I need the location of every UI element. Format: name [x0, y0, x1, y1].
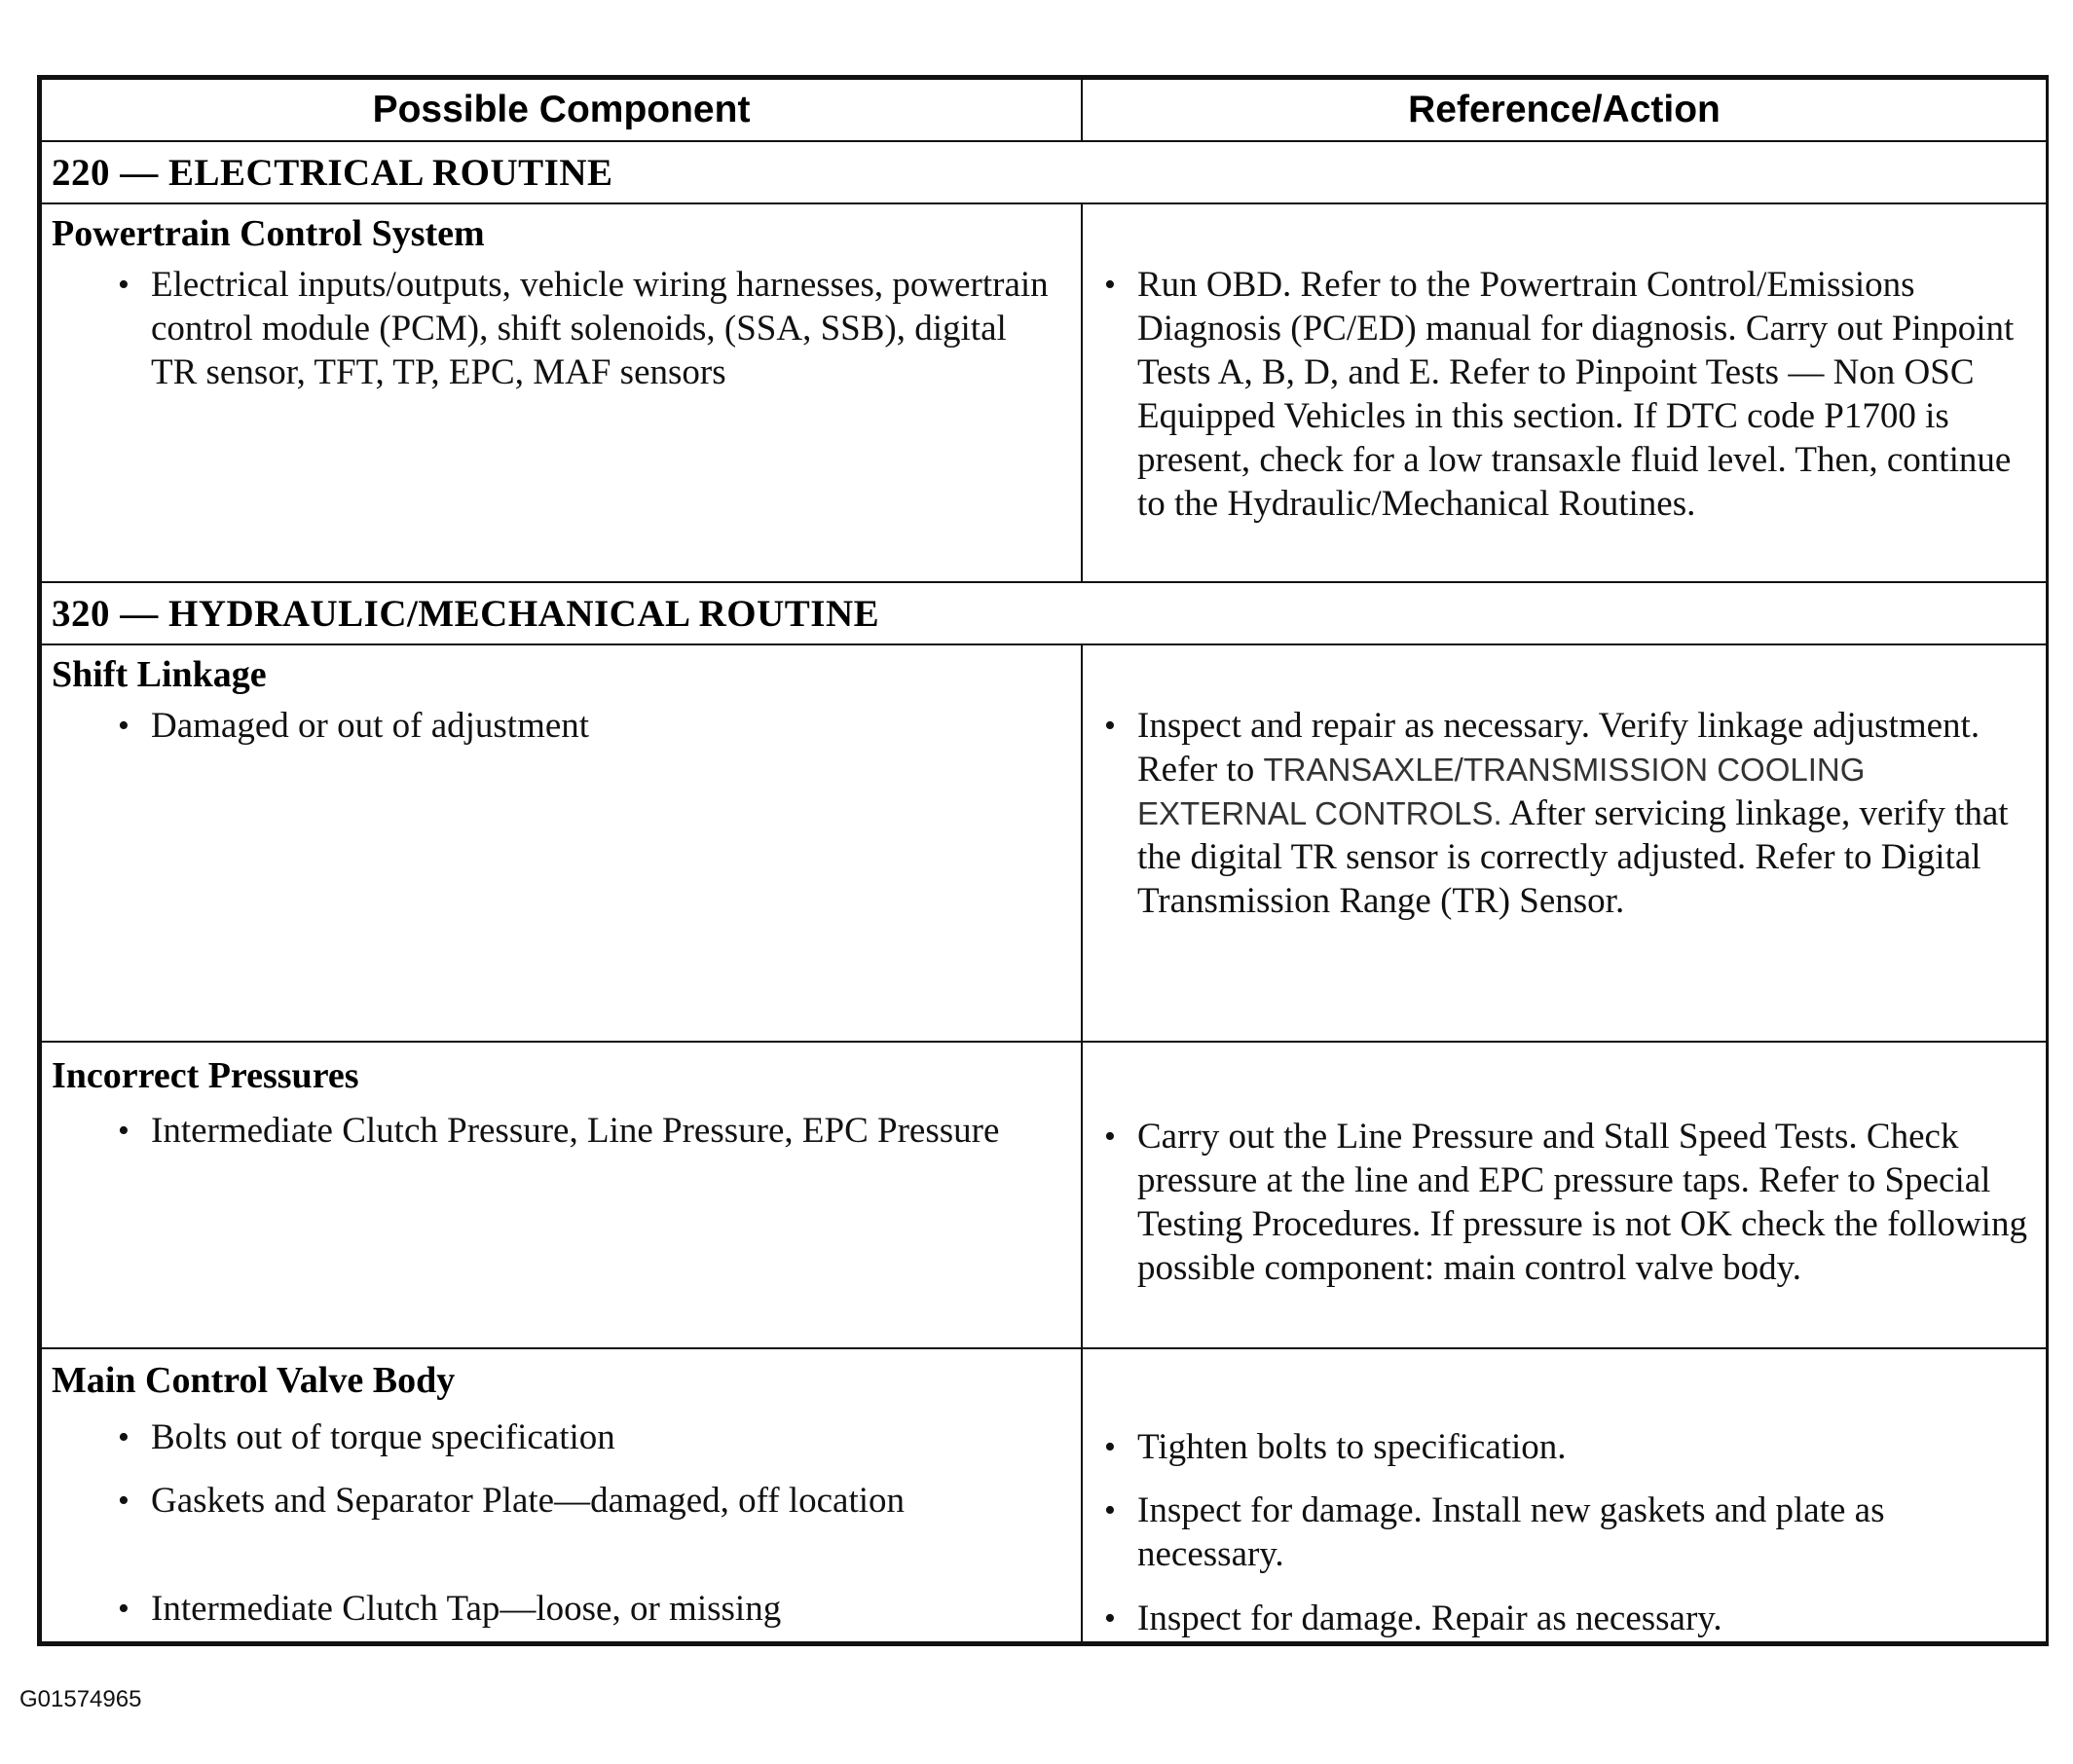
- table-header-row: [41, 79, 2047, 141]
- bullet-icon: •: [1104, 1429, 1116, 1465]
- table-row: [41, 1042, 2047, 1348]
- component-group-title: Powertrain Control System: [52, 213, 485, 254]
- list-item: [1083, 1597, 2046, 1640]
- bullet-icon: •: [118, 1483, 130, 1519]
- action-cell: [1082, 644, 2047, 1042]
- bullet-icon: •: [118, 1113, 130, 1149]
- bullet-icon: •: [1104, 1492, 1116, 1528]
- list-item: [42, 1479, 1081, 1523]
- list-item: [1083, 204, 2046, 526]
- bullet-icon: •: [1104, 267, 1116, 303]
- component-cell: [41, 1042, 1082, 1348]
- action-text: [1137, 704, 2028, 923]
- section-row: [41, 582, 2047, 644]
- table-row: [41, 203, 2047, 582]
- column-header-action: Reference/Action: [1082, 79, 2047, 141]
- action-text-pre: Inspect and repair as necessary. Verify linkage adjustment. Refer to: [1137, 706, 1980, 790]
- bullet-icon: •: [1104, 1119, 1116, 1155]
- component-cell: [41, 1348, 1082, 1642]
- column-header-component: Possible Component: [41, 79, 1082, 141]
- bullet-icon: •: [1104, 1600, 1116, 1636]
- component-group-title: Main Control Valve Body: [52, 1360, 456, 1401]
- list-item: [1083, 1043, 2046, 1290]
- action-text: Run OBD. Refer to the Powertrain Control/Emissions Diagnosis (PC/ED) manual for diagnosis. Carry out Pinpoint Tests A, B, D, and E. Refer to Pinpoint Tests — Non OSC Equipped Vehicles in this section. If DTC code P1700 is present, check for a low transaxle fluid level. Then, continue to the Hydraulic/Mechanical Routines.: [1137, 265, 2015, 524]
- component-group-title: Incorrect Pressures: [52, 1055, 359, 1096]
- diagnostic-table: [40, 78, 2048, 1643]
- bullet-icon: •: [118, 1591, 130, 1627]
- bullet-icon: •: [1104, 708, 1116, 744]
- list-item: [1083, 1488, 2046, 1576]
- component-text: Intermediate Clutch Pressure, Line Pressure, EPC Pressure: [151, 1111, 1000, 1151]
- list-item: [42, 704, 1081, 748]
- component-group-title: Shift Linkage: [52, 654, 267, 695]
- list-item: [1083, 1349, 2046, 1469]
- bullet-icon: •: [118, 267, 130, 303]
- component-text: Gaskets and Separator Plate—damaged, off location: [151, 1481, 906, 1521]
- action-cell: [1082, 1348, 2047, 1642]
- component-cell: [41, 203, 1082, 582]
- figure-code: G01574965: [19, 1686, 142, 1712]
- list-item: [1083, 645, 2046, 923]
- component-text: Bolts out of torque specification: [151, 1417, 615, 1457]
- list-item: [42, 263, 1081, 394]
- list-item: [42, 1415, 1081, 1459]
- diagnostic-table-sheet: [37, 75, 2049, 1646]
- list-item: [42, 1109, 1081, 1153]
- component-text: Damaged or out of adjustment: [151, 706, 590, 746]
- bullet-icon: •: [118, 1419, 130, 1455]
- component-text: Electrical inputs/outputs, vehicle wiring harnesses, powertrain control module (PCM), shift solenoids, (SSA, SSB), digital TR sensor, TFT, TP, EPC, MAF sensors: [151, 265, 1049, 392]
- component-text: Intermediate Clutch Tap—loose, or missing: [151, 1589, 782, 1629]
- list-item: [42, 1587, 1081, 1631]
- table-row: [41, 644, 2047, 1042]
- cross-reference-link[interactable]: TRANSAXLE/TRANSMISSION COOLING EXTERNAL CONTROLS.: [1137, 752, 1866, 831]
- bullet-icon: •: [118, 708, 130, 744]
- action-text: Inspect for damage. Install new gaskets and plate as necessary.: [1137, 1490, 1885, 1574]
- action-cell: [1082, 203, 2047, 582]
- action-text: Inspect for damage. Repair as necessary.: [1137, 1599, 1722, 1638]
- section-row: [41, 141, 2047, 203]
- action-text: Tighten bolts to specification.: [1137, 1427, 1567, 1467]
- action-text: Carry out the Line Pressure and Stall Speed Tests. Check pressure at the line and EPC pressure taps. Refer to Special Testing Procedures. If pressure is not OK check the following possible component: main control valve body.: [1137, 1117, 2027, 1288]
- component-cell: [41, 644, 1082, 1042]
- section-title-electrical: 220 — ELECTRICAL ROUTINE: [41, 141, 2047, 203]
- table-row: [41, 1348, 2047, 1642]
- section-title-hydraulic: 320 — HYDRAULIC/MECHANICAL ROUTINE: [41, 582, 2047, 644]
- action-cell: [1082, 1042, 2047, 1348]
- action-text-post: After servicing linkage, verify that the digital TR sensor is correctly adjusted. Refer to Digital Transmission Range (TR) Sensor.: [1137, 793, 2009, 921]
